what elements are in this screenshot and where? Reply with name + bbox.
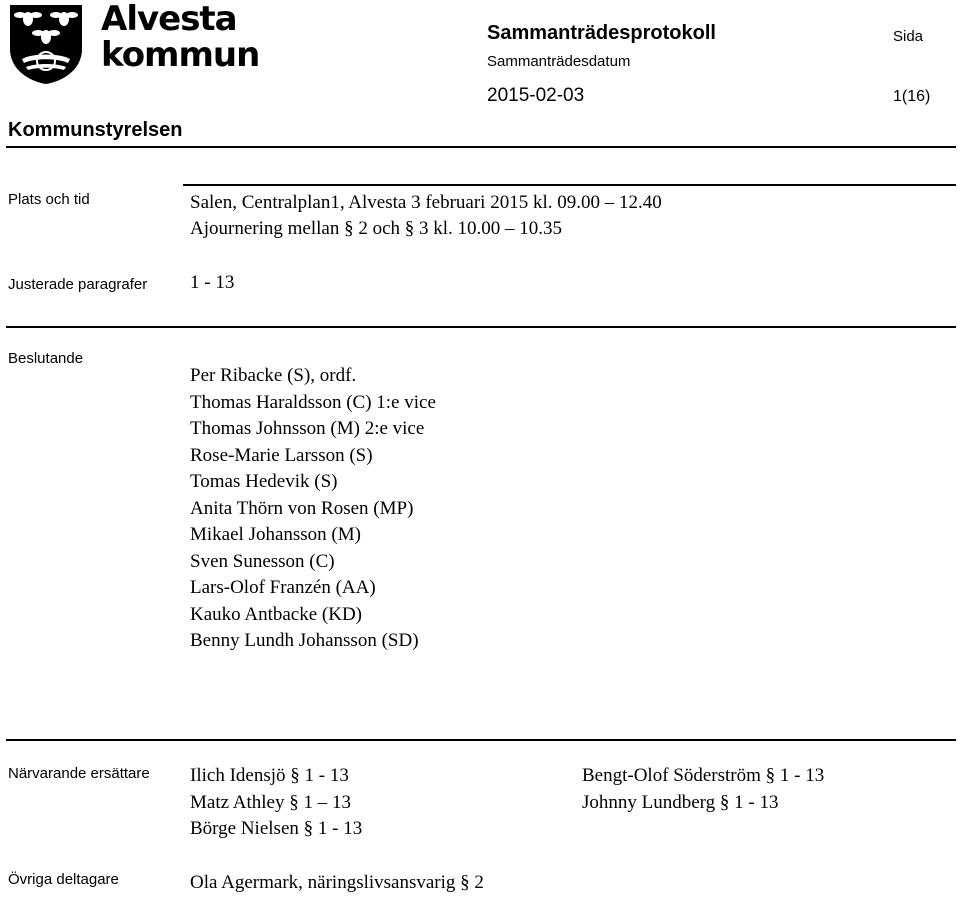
substitute-item: Bengt-Olof Söderström § 1 - 13 <box>582 765 825 786</box>
place-divider <box>183 184 956 186</box>
member-item: Lars-Olof Franzén (AA) <box>190 577 376 598</box>
substitute-item: Matz Athley § 1 – 13 <box>190 791 351 813</box>
member-item: Sven Sunesson (C) <box>190 550 335 572</box>
member-item: Rose-Marie Larsson (S) <box>190 444 373 466</box>
substitute-item: Johnny Lundberg § 1 - 13 <box>582 791 779 813</box>
meeting-date: 2015-02-03 <box>487 85 585 106</box>
logo-line-1: Alvesta <box>101 0 237 39</box>
member-item: Mikael Johansson (M) <box>190 524 361 545</box>
page-label: Sida <box>893 28 924 45</box>
decision-makers-label: Beslutande <box>8 350 84 367</box>
member-item: Per Ribacke (S), ordf. <box>190 365 357 386</box>
place-line-2: Ajournering mellan § 2 och § 3 kl. 10.00 – 10.35 <box>190 218 563 239</box>
decision-makers-list <box>190 363 436 655</box>
paragraphs-label: Justerade paragrafer <box>8 276 148 293</box>
substitutes-right-list <box>582 763 824 816</box>
place-label: Plats och tid <box>8 191 90 208</box>
date-label: Sammanträdesdatum <box>487 53 631 70</box>
member-item: Tomas Hedevik (S) <box>190 471 338 492</box>
committee-name: Kommunstyrelsen <box>8 119 183 141</box>
substitutes-label: Närvarande ersättare <box>8 765 150 782</box>
member-item: Thomas Johnsson (M) 2:e vice <box>190 418 425 439</box>
logo-line-2: kommun <box>101 35 260 75</box>
place-line-1: Salen, Centralplan1, Alvesta 3 februari 2015 kl. 09.00 – 12.40 <box>190 192 662 213</box>
substitute-item: Börge Nielsen § 1 - 13 <box>190 818 363 839</box>
decision-divider <box>6 739 956 741</box>
paragraphs-value: 1 - 13 <box>190 272 235 293</box>
member-item: Kauko Antbacke (KD) <box>190 603 363 625</box>
substitute-item: Ilich Idensjö § 1 - 13 <box>190 765 349 786</box>
member-item: Anita Thörn von Rosen (MP) <box>190 497 414 519</box>
others-value: Ola Agermark, näringslivsansvarig § 2 <box>190 872 484 893</box>
paragraphs-divider <box>6 326 956 328</box>
header-divider <box>6 146 956 148</box>
kommun-logo <box>8 0 260 87</box>
others-label: Övriga deltagare <box>8 871 119 888</box>
member-item: Benny Lundh Johansson (SD) <box>190 630 419 651</box>
document-title: Sammanträdesprotokoll <box>487 22 716 44</box>
coat-of-arms-icon <box>8 3 84 85</box>
substitutes-left-list <box>190 763 362 843</box>
page-number: 1(16) <box>893 88 931 105</box>
member-item: Thomas Haraldsson (C) 1:e vice <box>190 391 436 413</box>
